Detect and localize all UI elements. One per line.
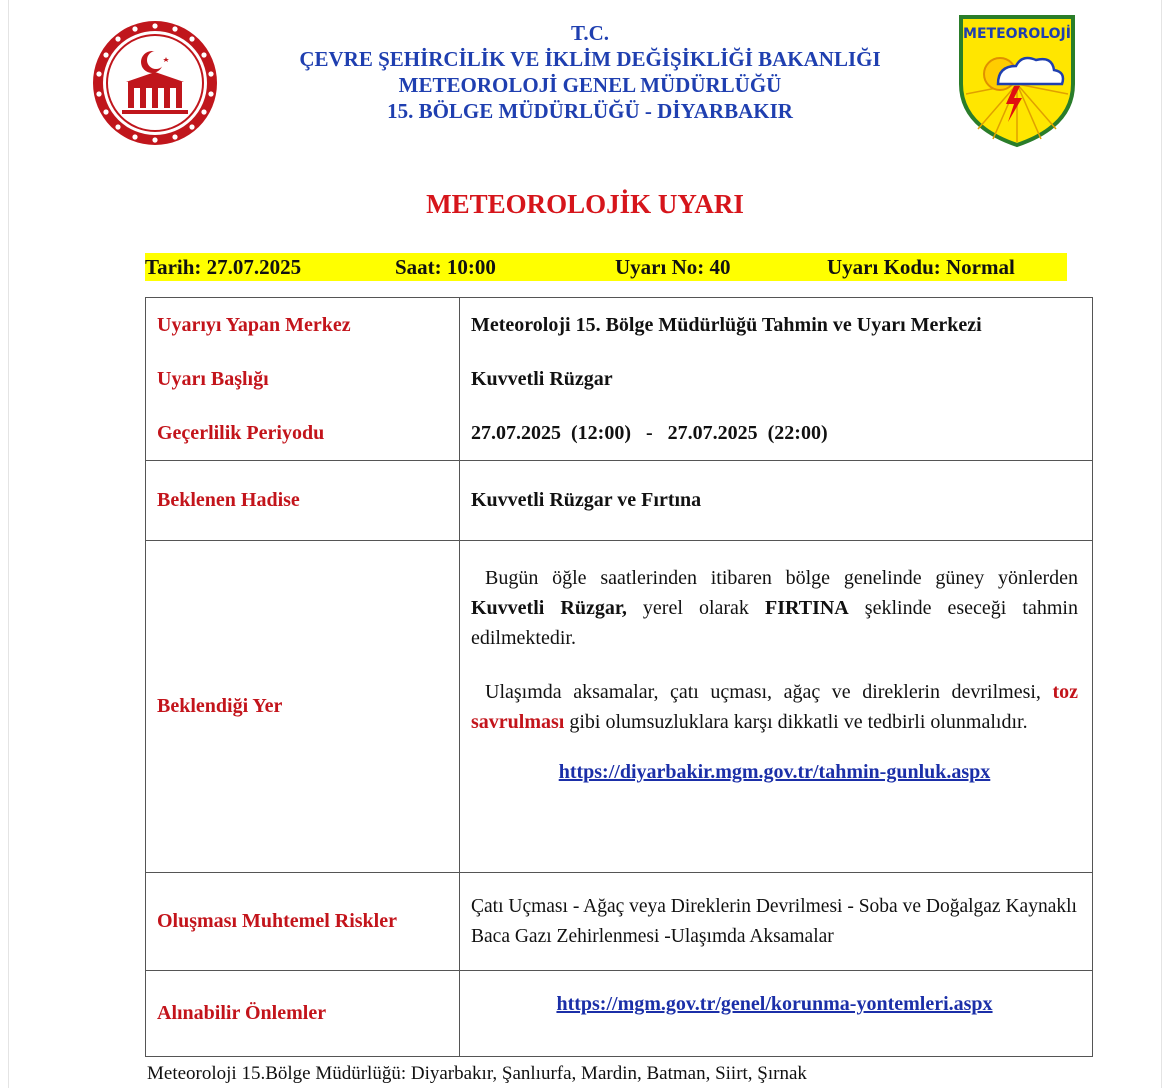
risks-label: Oluşması Muhtemel Riskler [146, 873, 460, 971]
place-text: Ulaşımda aksamalar, çatı uçması, ağaç ve direklerin devrilmesi, [485, 681, 1053, 703]
warning-info-bar [145, 253, 1067, 281]
place-link-wrap [471, 761, 1078, 784]
place-paragraph-1 [471, 563, 1078, 653]
place-emphasis: FIRTINA [765, 597, 849, 619]
heading-value: Kuvvetli Rüzgar [471, 368, 613, 390]
measures-link[interactable]: https://mgm.gov.tr/genel/korunma-yontemleri.aspx [556, 993, 993, 1015]
table-row [146, 298, 1093, 461]
measures-label: Alınabilir Önlemler [146, 971, 460, 1057]
header-line-ministry: ÇEVRE ŞEHİRCİLİK VE İKLİM DEĞİŞİKLİĞİ BAKANLIĞI [299, 47, 881, 71]
table-row [146, 461, 1093, 541]
place-highlight: toz savrulması [471, 681, 1078, 733]
table-row [146, 541, 1093, 873]
warning-code: Uyarı Kodu: Normal [827, 255, 1015, 279]
period-value: 27.07.2025 (12:00) - 27.07.2025 (22:00) [471, 422, 828, 444]
place-paragraph-2 [471, 677, 1078, 737]
center-label: Uyarıyı Yapan Merkez [157, 314, 351, 336]
meteoroloji-shield-logo [958, 14, 1076, 148]
place-text: gibi olumsuzluklara karşı dikkatli ve tedbirli olunmalıdır. [564, 711, 1028, 733]
event-value-text: Kuvvetli Rüzgar ve Fırtına [471, 489, 702, 511]
place-text: şeklinde eseceği tahmin edilmektedir. [471, 597, 1078, 649]
ministry-seal-logo [90, 18, 220, 148]
place-text: yerel olarak [626, 597, 765, 619]
header-line-region: 15. BÖLGE MÜDÜRLÜĞÜ - DİYARBAKIR [387, 99, 793, 123]
logo-text: METEOROLOJİ [963, 26, 1071, 42]
place-emphasis: Kuvvetli Rüzgar, [471, 597, 627, 619]
header-line-tc: T.C. [570, 21, 610, 45]
place-label: Beklendiği Yer [146, 541, 460, 873]
document-title: METEOROLOJİK UYARI [426, 189, 744, 219]
table-row [146, 971, 1093, 1057]
center-value: Meteoroloji 15. Bölge Müdürlüğü Tahmin ve Uyarı Merkezi [471, 314, 982, 336]
place-text: Bugün öğle saatlerinden itibaren bölge genelinde güney yönlerden [485, 567, 1078, 589]
warning-number: Uyarı No: 40 [615, 255, 731, 279]
warning-date: Tarih: 27.07.2025 [145, 255, 302, 279]
warning-table [145, 297, 1093, 1057]
warning-time: Saat: 10:00 [395, 255, 496, 279]
event-value [460, 461, 1093, 541]
header-line-directorate: METEOROLOJİ GENEL MÜDÜRLÜĞÜ [398, 73, 782, 97]
forecast-link[interactable]: https://diyarbakir.mgm.gov.tr/tahmin-gunluk.aspx [558, 761, 991, 783]
event-label: Beklenen Hadise [146, 461, 460, 541]
ministry-header [230, 20, 950, 124]
heading-label: Uyarı Başlığı [157, 368, 269, 390]
risks-value: Çatı Uçması - Ağaç veya Direklerin Devrilmesi - Soba ve Doğalgaz Kaynaklı Baca Gazı Zehirlenmesi -Ulaşımda Aksamalar [471, 895, 1077, 947]
period-label: Geçerlilik Periyodu [157, 422, 325, 444]
table-row [146, 873, 1093, 971]
footer-note: Meteoroloji 15.Bölge Müdürlüğü: Diyarbakır, Şanlıurfa, Mardin, Batman, Siirt, Şırnak [147, 1063, 807, 1084]
